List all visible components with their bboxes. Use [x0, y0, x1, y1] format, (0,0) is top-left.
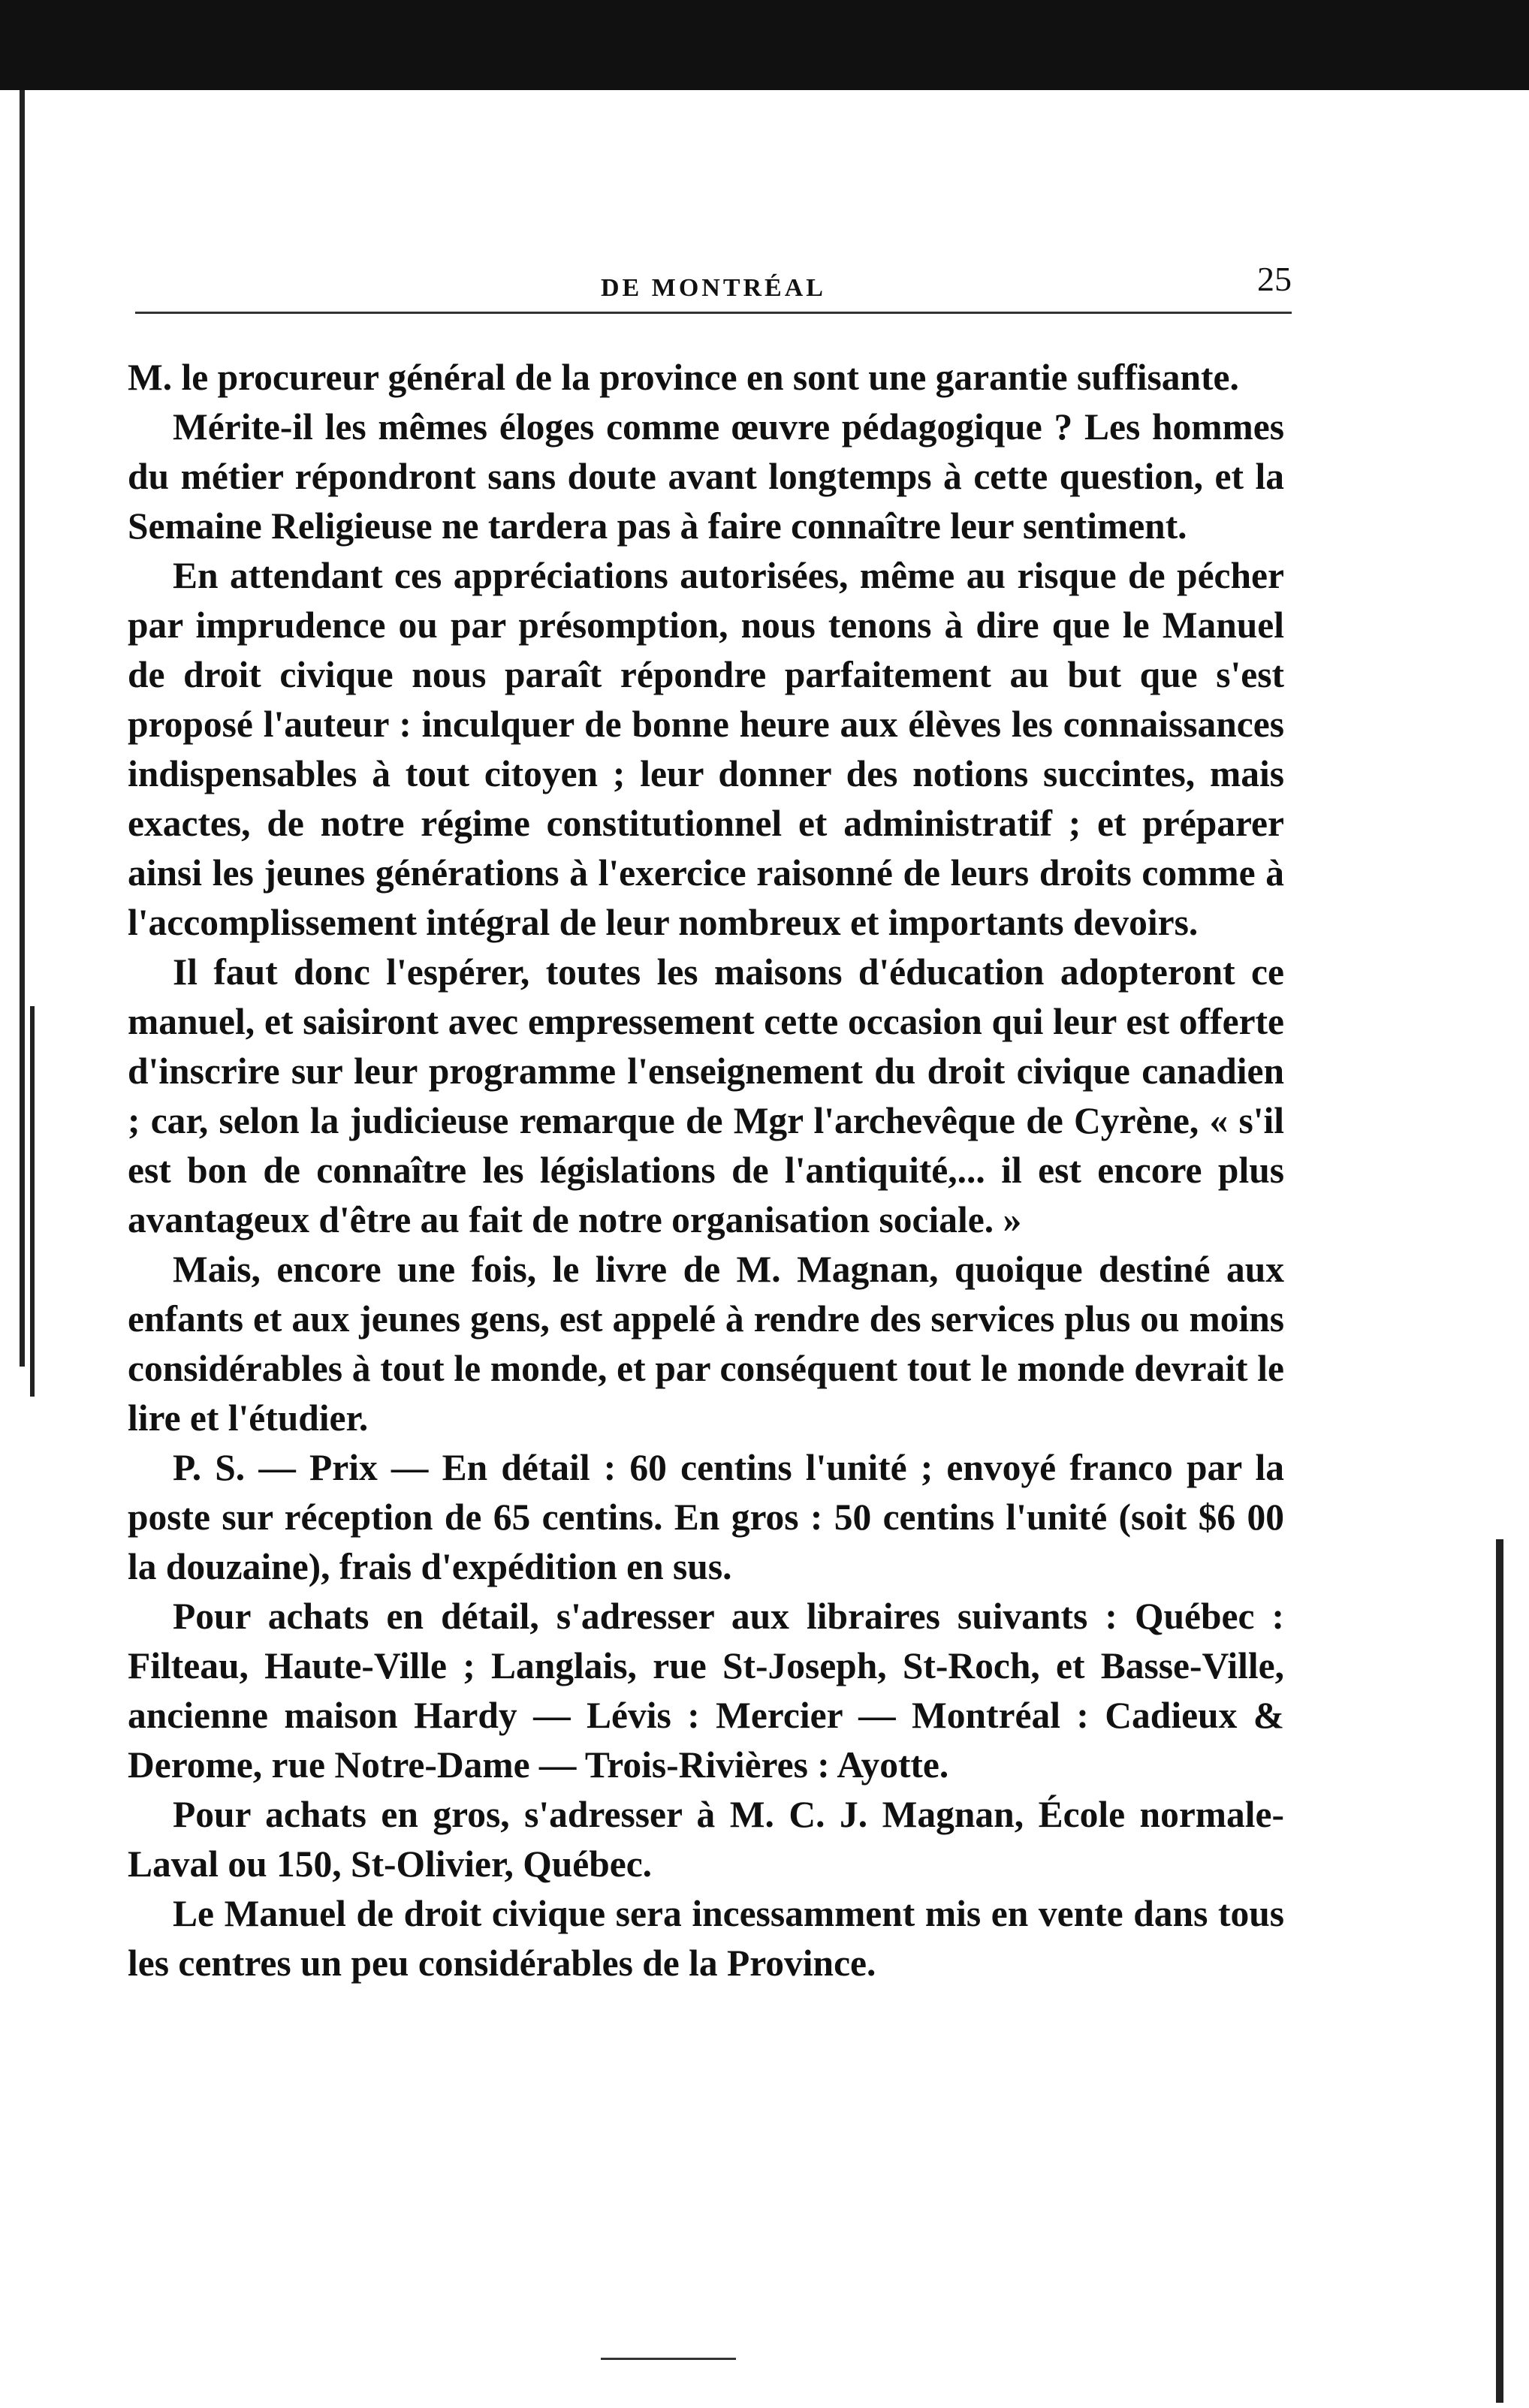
running-header — [135, 259, 1292, 314]
paragraph: M. le procureur général de la province en sont une garantie suffisante. — [128, 357, 1239, 398]
scan-top-border — [0, 0, 1529, 90]
paragraph: Le Manuel de droit civique sera incessamment mis en vente dans tous les centres un peu considérables de la Province. — [128, 1893, 1284, 1984]
closing-rule — [601, 2358, 736, 2360]
paragraph: En attendant ces appréciations autorisées, même au risque de pécher par imprudence ou par présomption, nous tenons à dire que le Manuel de droit civique nous paraît répondre parfaitement au but que s'est proposé l'auteur : inculquer de bonne heure aux élèves les connaissances indispensables à tout citoyen ; leur donner des notions succintes, mais exactes, de notre régime constitutionnel et administratif ; et préparer ainsi les jeunes générations à l'exercice raisonné de leurs droits comme à l'accomplissement intégral de leur nombreux et importants devoirs. — [128, 555, 1284, 943]
scan-left-edge-line-lower — [30, 1006, 35, 1397]
scan-right-edge-line — [1496, 1539, 1503, 2403]
paragraph: Mais, encore une fois, le livre de M. Magnan, quoique destiné aux enfants et aux jeunes gens, est appelé à rendre des services plus ou moins considérables à tout le monde, et par conséquent tout le monde devrait le lire et l'étudier. — [128, 1249, 1284, 1439]
page-number: 25 — [1257, 260, 1292, 298]
paragraph: Pour achats en détail, s'adresser aux libraires suivants : Québec : Filteau, Haute-Ville ; Langlais, rue St-Joseph, St-Roch, et Basse-Ville, ancienne maison Hardy — Lévis : Mercier — Montréal : Cadieux & Derome, rue Notre-Dame — Trois-Rivières : Ayotte. — [128, 1596, 1284, 1786]
paragraph: P. S. — Prix — En détail : 60 centins l'unité ; envoyé franco par la poste sur réception de 65 centins. En gros : 50 centins l'unité (soit $6 00 la douzaine), frais d'expédition en sus. — [128, 1447, 1284, 1587]
page-body — [128, 353, 1284, 1988]
paragraph: Mérite-il les mêmes éloges comme œuvre pédagogique ? Les hommes du métier répondront sans doute avant longtemps à cette question, et la Semaine Religieuse ne tardera pas à faire connaître leur sentiment. — [128, 406, 1284, 547]
paragraph: Pour achats en gros, s'adresser à M. C. J. Magnan, École normale-Laval ou 150, St-Olivier, Québec. — [128, 1794, 1284, 1885]
scan-left-edge-line — [20, 90, 25, 1367]
paragraph: Il faut donc l'espérer, toutes les maisons d'éducation adopteront ce manuel, et saisiront avec empressement cette occasion qui leur est offerte d'inscrire sur leur programme l'enseignement du droit civique canadien ; car, selon la judicieuse remarque de Mgr l'archevêque de Cyrène, « s'il est bon de connaître les législations de l'antiquité,... il est encore plus avantageux d'être au fait de notre organisation sociale. » — [128, 951, 1284, 1240]
running-head-title: DE MONTRÉAL — [601, 274, 826, 302]
